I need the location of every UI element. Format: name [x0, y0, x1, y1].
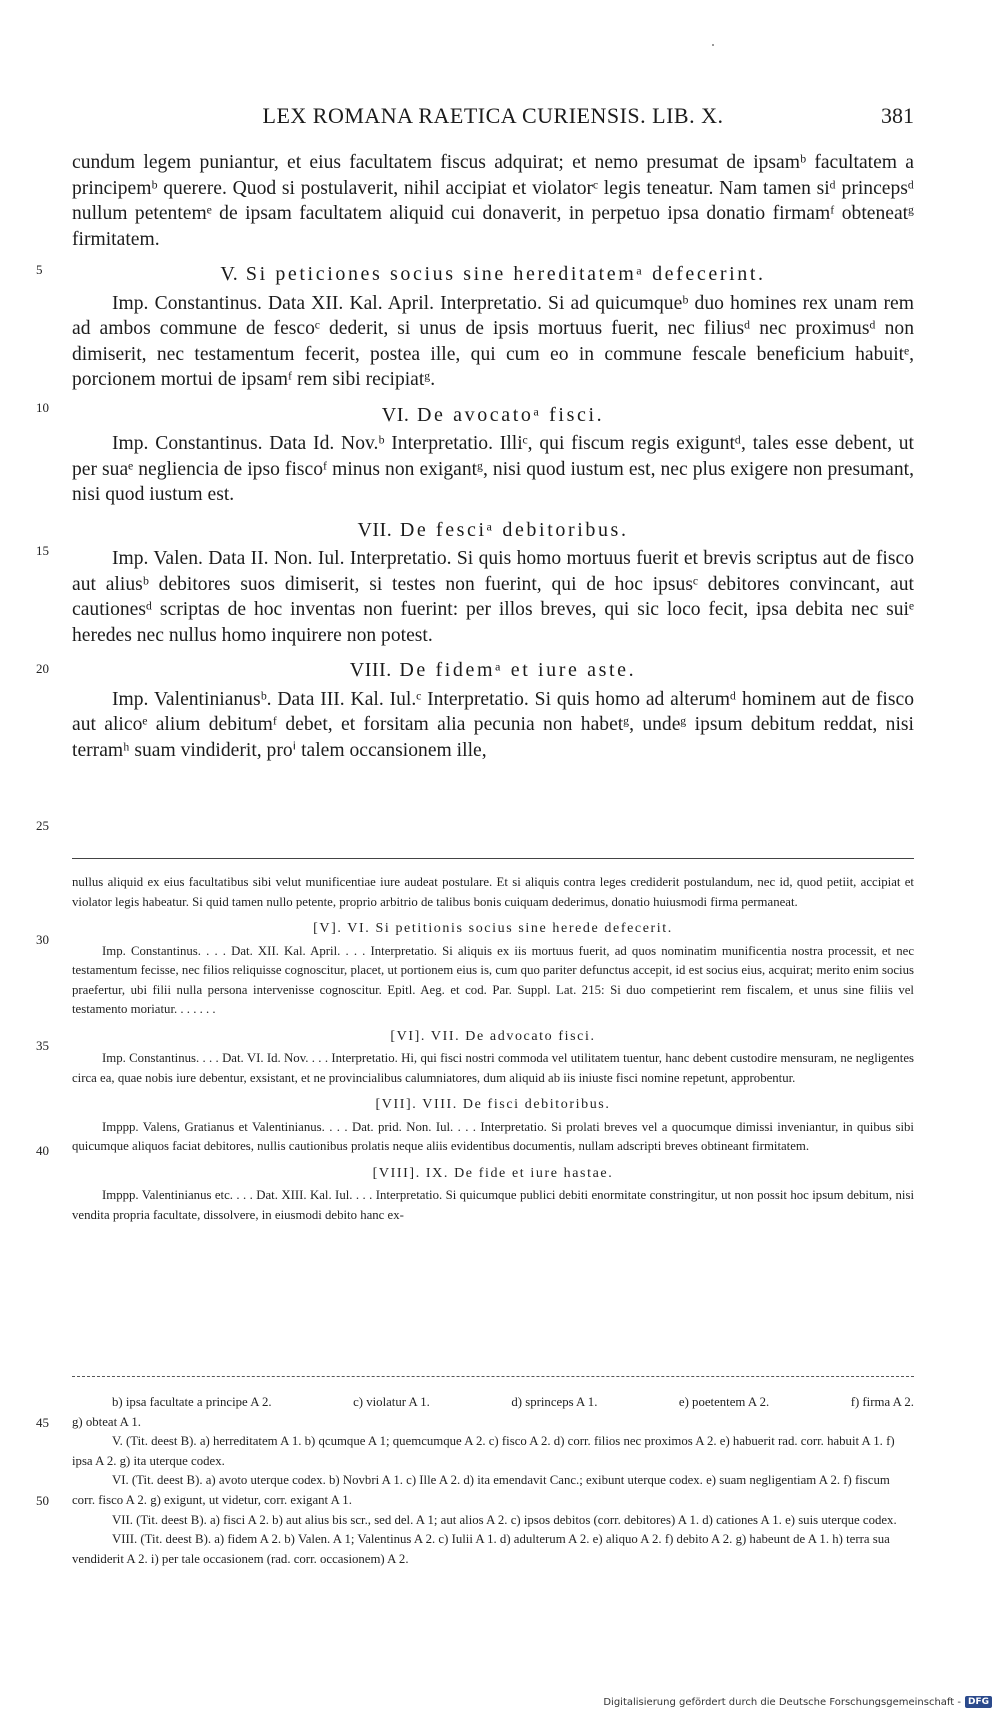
section-paragraph: Imp. Constantinus. Data XII. Kal. April. Interpretatio. Si ad quicumqueᵇ duo homines rex unam rem ad ambos commune de fescoᶜ dederit, si unus de ipsis mortuus fuerit, nec filiusᵈ nec proximusᵈ non dimiserit, nec testamentum fecerit, postea ille, qui cum eo in commune fescale beneficium habuitᵉ, porcionem mortui de ipsamᶠ rem sibi recipiatᵍ.	[72, 292, 914, 390]
running-title: LEX ROMANA RAETICA CURIENSIS. LIB. X.	[262, 103, 724, 128]
line-number: 35	[36, 1038, 49, 1053]
line-number: 50	[36, 1493, 49, 1508]
section-paragraph: Imp. Constantinus. Data Id. Nov.ᵇ Interpretatio. Illiᶜ, qui fiscum regis exiguntᵈ, tales esse debent, ut per suaᵉ negliencia de ipso fiscoᶠ minus non exigantᵍ, nisi quod iustum est, nec plus exigere non presumant, nisi quod iustum est.	[72, 433, 914, 505]
line-number: 40	[36, 1143, 49, 1158]
notes-heading: [VI]. VII. De advocato fisci.	[390, 1028, 596, 1044]
apparatus-note: f) firma A 2.	[850, 1395, 914, 1409]
dfg-logo: DFG	[965, 1696, 992, 1708]
apparatus-note: b) ipsa facultate a principe A 2.	[112, 1395, 272, 1409]
section-number: VII.	[357, 518, 393, 541]
apparatus-line: VII. (Tit. deest B). a) fisci A 2. b) aut alius bis scr., sed del. A 1; aut alios A 2. c) ipsos debitos (corr. debitores) A 1. d) cationes A 1. e) suis uterque codex.	[112, 1512, 897, 1527]
notes-intro: nullus aliquid ex eius facultatibus sibi velut munificentiae iure audeat postulare. Et si aliquis contra leges crediderit postulandum, nec id, quod petiit, accipiat et violator legis habeatur. Si quid tamen nullo petente, proprio arbitrio de talibus bonis cuiquam dederimus, donatio huiusmodi firma permaneat.	[72, 875, 914, 909]
section-heading	[72, 518, 914, 544]
notes-heading: [VIII]. IX. De fide et iure hastae.	[372, 1165, 614, 1181]
section-number: VI.	[381, 403, 410, 426]
line-number: 5	[36, 262, 43, 277]
apparatus-note: d) sprinceps A 1.	[511, 1395, 598, 1409]
section-paragraph: Imp. Valentinianusᵇ. Data III. Kal. Iul.ᶜ Interpretatio. Si quis homo ad alterumᵈ hominem aut de fisco aut alicoᵉ alium debitumᶠ debet, et forsitam alia pecunia non habetᵍ, undeᵍ ipsum debitum reddat, nisi terramʰ suam vindiderit, proⁱ talem occansionem ille,	[72, 688, 914, 761]
line-number: 10	[36, 400, 49, 415]
notes-heading: [VII]. VIII. De fisci debitoribus.	[375, 1097, 611, 1112]
line-number: 45	[36, 1415, 49, 1430]
line-number: 15	[36, 543, 49, 558]
separator-rule	[72, 858, 914, 859]
notes-paragraph: Imppp. Valentinianus etc. . . . Dat. XIII. Kal. Iul. . . . Interpretatio. Si quicumque publici debiti enormitate constringitur, ut non possit hoc ipsum debitum, nisi vendita propria facultate, dissolvere, in eiusmodi debito hanc ex-	[72, 1188, 914, 1222]
section-heading	[72, 262, 914, 288]
digitization-footer	[603, 1696, 992, 1708]
main-intro-paragraph: cundum legem puniantur, et eius facultatem fiscus adquirat; et nemo presumat de ipsamᵇ facultatem a principemᵇ querere. Quod si postulaverit, nihil accipiat et violatorᶜ legis teneatur. Nam tamen siᵈ princepsᵈ nullum petentemᵉ de ipsam facultatem aliquid cui donaverit, in perpetuo ipsa donatio firmamᶠ obteneatᵍ firmitatem.	[72, 152, 914, 250]
section-heading	[72, 403, 914, 429]
section-title: Si peticiones socius sine hereditatemᵃ defecerint.	[245, 263, 766, 285]
section-number: VIII.	[349, 659, 392, 681]
apparatus-note: c) violatur A 1.	[353, 1395, 430, 1409]
line-number: 20	[36, 661, 49, 676]
line-number: 30	[36, 932, 49, 947]
page-number: 381	[881, 103, 914, 128]
notes-paragraph: Imppp. Valens, Gratianus et Valentinianus. . . . Dat. prid. Non. Iul. . . . Interpretatio. Si prolati breves vel a quocumque dimissi inveniantur, in quibus sibi quicumque aliquos faciat debitores, nullis cautionibus prolatis neque aliis evidentibus documentis, nullam adscripti breves obtineant firmitatem.	[72, 1119, 914, 1153]
apparatus-line: VI. (Tit. deest B). a) avoto uterque codex. b) Novbri A 1. c) Ille A 2. d) ita emendavit Canc.; exibunt uterque codex. e) suam negligentiam A 2. f) fiscum corr. fisco A 2. g) exigunt, ut videtur, corr. exigant A 1.	[72, 1473, 890, 1507]
apparatus-note: e) poetentem A 2.	[678, 1395, 770, 1409]
section-heading	[72, 658, 914, 684]
line-number: 25	[36, 818, 49, 833]
section-title: De fesciᵃ debitoribus.	[399, 518, 629, 541]
notes-paragraph: Imp. Constantinus. . . . Dat. XII. Kal. April. . . . Interpretatio. Si aliquis ex iis mortuus fuerit, ad quos nominatim munificentia nostra processit, et nec testamentum fecisse, nec filios reliquisse cognoscitur, placet, ut portionem eius is, cum quo pariter defunctus accepit, id est socius eius, acquirat; merito enim socius praefertur, ubi filii nulla persona intervenisse cognoscitur. Epitl. Aeg. et cod. Par. Suppl. Lat. 215: Si duo competierint rem fiscalem, et unus sine filiis vel testamento moriatur. . . . . . .	[72, 943, 914, 1016]
apparatus-line: g) obteat A 1.	[72, 1414, 141, 1429]
section-title: De avocatoᵃ fisci.	[417, 403, 605, 426]
main-text	[72, 150, 914, 763]
section-paragraph: Imp. Valen. Data II. Non. Iul. Interpretatio. Si quis homo mortuus fuerit et brevis scriptus aut de fisco aut aliusᵇ debitores suos dimiserit, si testes non fuerint, qui de hoc ipsusᶜ debitores convincant, aut cautionesᵈ scriptas de hoc inventas non fuerint: per illos breves, qui sic loco fecit, ipsa debita nec suiᵉ heredes nec nullus homo inquirere non potest.	[72, 548, 914, 646]
separator-rule	[72, 1376, 914, 1377]
running-header	[72, 103, 914, 133]
apparatus-line: VIII. (Tit. deest B). a) fidem A 2. b) Valen. A 1; Valentinus A 2. c) Iulii A 1. d) adulterum A 2. e) aliquo A 2. f) debito A 2. g) habeunt de A 1. h) terra sua vendiderit A 2. i) per tale occasionem (rad. corr. occasionem) A 2.	[72, 1532, 890, 1566]
section-number: V.	[220, 263, 239, 285]
apparatus-first-row	[72, 1393, 914, 1413]
section-title: De fidemᵃ et iure aste.	[399, 659, 637, 681]
footer-text: Digitalisierung gefördert durch die Deutsche Forschungsgemeinschaft -	[603, 1696, 961, 1708]
speck	[712, 44, 714, 46]
apparatus-line: V. (Tit. deest B). a) herreditatem A 1. b) qcumque A 1; quemcumque A 2. c) fisco A 2. d) corr. filios nec proximos A 2. e) habuerit rad. corr. habuit A 1. f) ipsa A 2. g) ita uterque codex.	[72, 1434, 895, 1468]
parallel-text	[72, 873, 914, 1225]
notes-paragraph: Imp. Constantinus. . . . Dat. VI. Id. Nov. . . . Interpretatio. Hi, qui fisci nostri commoda vel utilitatem tuentur, hanc debent custodire mensuram, ne negligentes circa ea, quae nobis iure debentur, exsistant, et ne provincialibus calumniatores, dum aliquid ab iis iniuste fisci nomine repetunt, approbentur.	[72, 1051, 914, 1085]
critical-apparatus	[72, 1393, 914, 1569]
notes-heading: [V]. VI. Si petitionis socius sine herede defecerit.	[313, 921, 673, 936]
